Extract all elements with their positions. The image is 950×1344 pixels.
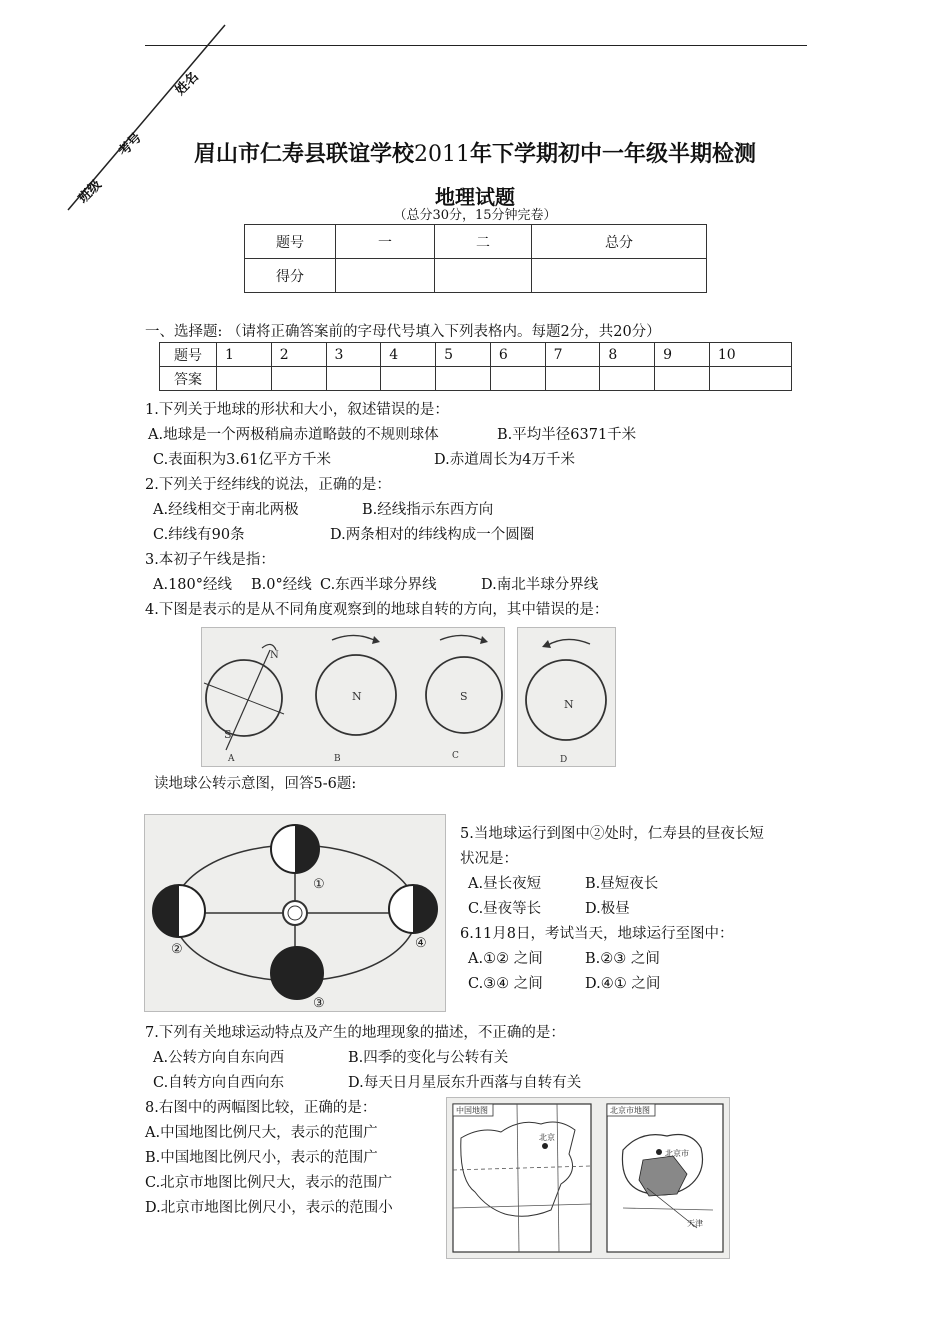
answer-number: 9 — [655, 343, 710, 367]
score-row-label: 得分 — [245, 259, 336, 293]
q3-option-c: C.东西半球分界线 — [320, 577, 437, 593]
answer-input-cell[interactable] — [655, 367, 710, 391]
page-subtitle: 地理试题 — [435, 185, 515, 209]
q5-option-a: A.昼长夜短 — [468, 876, 542, 892]
q1-stem: 1.下列关于地球的形状和大小，叙述错误的是： — [145, 402, 449, 418]
q1-option-c: C.表面积为3.61亿平方千米 — [153, 452, 331, 468]
score-header-cell: 一 — [336, 225, 435, 259]
q2-option-d: D.两条相对的纬线构成一个圆圈 — [330, 527, 535, 543]
exam-note: （总分30分，15分钟完卷） — [393, 208, 557, 223]
answer-input-cell[interactable] — [490, 367, 545, 391]
tianjin-label: 天津 — [687, 1219, 703, 1228]
top-rule — [145, 45, 807, 46]
q8-option-c: C.北京市地图比例尺大，表示的范围广 — [145, 1175, 393, 1191]
q4-stem: 4.下图是表示的是从不同角度观察到的地球自转的方向，其中错误的是： — [145, 602, 609, 618]
answer-number: 5 — [436, 343, 491, 367]
q2-option-c: C.纬线有90条 — [153, 527, 245, 543]
figure-label-c: C — [452, 751, 459, 761]
q1-option-a: A.地球是一个两极稍扁赤道略鼓的不规则球体 — [148, 427, 439, 443]
answer-input-cell[interactable] — [600, 367, 655, 391]
beijing-map-title: 北京市地图 — [610, 1106, 650, 1115]
globe-a — [204, 644, 284, 764]
read-prompt: 读地球公转示意图，回答5-6题: — [154, 776, 357, 792]
answer-number: 4 — [381, 343, 436, 367]
q7-option-d: D.每天日月星辰东升西落与自转有关 — [348, 1075, 582, 1091]
answer-input-cell[interactable] — [381, 367, 436, 391]
q3-option-b: B.0°经线 — [251, 577, 312, 593]
q2-stem: 2.下列关于经纬线的说法，正确的是： — [145, 477, 391, 493]
q6-option-c: C.③④ 之间 — [468, 976, 543, 992]
answer-number: 3 — [326, 343, 381, 367]
earth-position-3 — [271, 947, 325, 1011]
page-title: 眉山市仁寿县联谊学校2011年下学期初中一年级半期检测 — [193, 142, 757, 167]
score-input-cell[interactable] — [435, 259, 532, 293]
answer-number: 10 — [709, 343, 791, 367]
score-header-cell: 题号 — [245, 225, 336, 259]
q8-option-a: A.中国地图比例尺大，表示的范围广 — [145, 1125, 378, 1141]
orbit-label-2: ② — [171, 942, 183, 957]
answer-input-cell[interactable] — [709, 367, 791, 391]
answer-input-cell[interactable] — [326, 367, 381, 391]
q8-stem: 8.右图中的两幅图比较，正确的是： — [145, 1100, 377, 1116]
beijing-map-city-label: 北京市 — [665, 1149, 689, 1158]
q5-stem-line1: 5.当地球运行到图中②处时，仁寿县的昼夜长短 — [460, 826, 764, 842]
earth-position-2 — [153, 885, 205, 957]
q8-option-d: D.北京市地图比例尺小，表示的范围小 — [145, 1200, 393, 1216]
answer-input-cell[interactable] — [271, 367, 326, 391]
q7-option-b: B.四季的变化与公转有关 — [348, 1050, 509, 1066]
q1-option-b: B.平均半径6371千米 — [497, 427, 637, 443]
q2-option-b: B.经线指示东西方向 — [362, 502, 494, 518]
score-input-cell[interactable] — [336, 259, 435, 293]
orbit-label-4: ④ — [415, 936, 427, 951]
q6-option-d: D.④① 之间 — [585, 976, 661, 992]
orbit-label-3: ③ — [313, 996, 325, 1011]
globe-b — [316, 635, 396, 764]
figure-label-a: A — [228, 754, 235, 764]
china-map — [453, 1104, 591, 1252]
q6-stem: 6.11月8日，考试当天，地球运行至图中： — [460, 926, 734, 942]
q5-stem-line2: 状况是： — [460, 851, 518, 867]
answer-number: 6 — [490, 343, 545, 367]
q7-option-c: C.自转方向自西向东 — [153, 1075, 285, 1091]
q6-option-b: B.②③ 之间 — [585, 951, 660, 967]
q2-option-a: A.经线相交于南北两极 — [153, 502, 299, 518]
china-map-city-label: 北京 — [539, 1133, 555, 1142]
rotation-figure-d — [517, 627, 616, 767]
score-table — [244, 224, 707, 293]
q3-stem: 3.本初子午线是指： — [145, 552, 275, 568]
q5-option-d: D.极昼 — [585, 901, 630, 917]
pole-s-label: S — [224, 728, 232, 741]
earth-position-1 — [271, 825, 325, 892]
q3-option-d: D.南北半球分界线 — [481, 577, 599, 593]
arrow-right-icon — [372, 636, 380, 644]
q7-option-a: A.公转方向自东向西 — [153, 1050, 285, 1066]
beijing-marker — [542, 1143, 548, 1149]
q3-option-a: A.180°经线 — [153, 577, 233, 593]
earth-position-4 — [389, 885, 437, 951]
pole-s-label: S — [460, 690, 468, 703]
sun-icon — [283, 901, 307, 925]
score-header-cell: 总分 — [532, 225, 707, 259]
china-map-title: 中国地图 — [456, 1106, 488, 1115]
q7-stem: 7.下列有关地球运动特点及产生的地理现象的描述，不正确的是： — [145, 1025, 565, 1041]
orbit-label-1: ① — [313, 877, 325, 892]
arrow-right-icon — [480, 636, 488, 644]
id-label: 考号 — [115, 130, 145, 160]
pole-n-label: N — [564, 698, 574, 711]
name-label: 姓名 — [172, 69, 202, 99]
score-input-cell[interactable] — [532, 259, 707, 293]
q5-option-c: C.昼夜等长 — [468, 901, 542, 917]
beijing-map — [607, 1104, 723, 1252]
class-label: 班级 — [75, 177, 105, 207]
answer-number: 7 — [545, 343, 600, 367]
q1-option-d: D.赤道周长为4万千米 — [434, 452, 575, 468]
map-figure — [446, 1097, 730, 1259]
answer-number: 1 — [217, 343, 272, 367]
figure-label-d: D — [560, 755, 568, 765]
answer-input-cell[interactable] — [436, 367, 491, 391]
section-heading: 一、选择题: （请将正确答案前的字母代号填入下列表格内。每题2分，共20分） — [145, 324, 661, 340]
score-header-cell: 二 — [435, 225, 532, 259]
answer-number: 2 — [271, 343, 326, 367]
pole-n-label: N — [270, 650, 279, 661]
answer-input-cell[interactable] — [217, 367, 272, 391]
revolution-figure — [144, 814, 446, 1012]
rotation-figure-abc — [201, 627, 505, 767]
q6-option-a: A.①② 之间 — [468, 951, 543, 967]
answer-table — [159, 342, 792, 391]
figure-label-b: B — [334, 754, 341, 764]
pole-n-label: N — [352, 690, 362, 703]
globe-c — [426, 635, 502, 761]
q8-option-b: B.中国地图比例尺小，表示的范围广 — [145, 1150, 378, 1166]
answer-input-cell[interactable] — [545, 367, 600, 391]
q5-option-b: B.昼短夜长 — [585, 876, 659, 892]
answer-number: 8 — [600, 343, 655, 367]
answer-header-label: 题号 — [160, 343, 217, 367]
answer-row-label: 答案 — [160, 367, 217, 391]
beijing-city-marker — [656, 1149, 662, 1155]
